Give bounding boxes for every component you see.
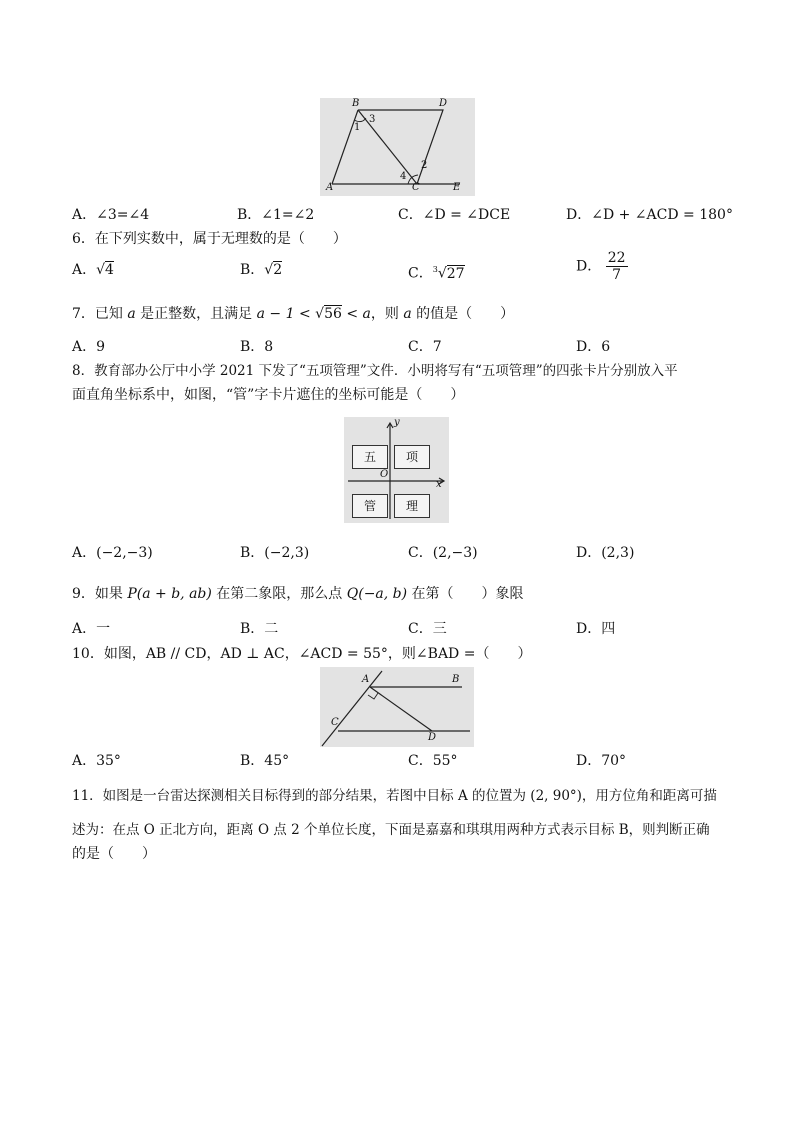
- q6-a-prefix: A．: [72, 262, 97, 278]
- q6-option-d: [576, 250, 628, 283]
- label-d: D: [428, 732, 437, 743]
- label-e: E: [453, 182, 461, 193]
- label-b: B: [352, 98, 360, 109]
- q7-option-d: D．6: [576, 339, 611, 355]
- q11-line-3: 的是（ ）: [72, 846, 156, 862]
- parallel-lines-diagram: [320, 667, 474, 747]
- q11-line-1: 11．如图是一台雷达探测相关目标得到的部分结果，若图中目标 A 的位置为 (2, 90°)，用方位角和距离可描: [72, 788, 717, 804]
- parallel-lines-figure: [320, 667, 474, 747]
- q7-ineq-right: < a: [341, 306, 371, 322]
- q6-c-radicand: 27: [446, 265, 465, 282]
- q8-stem-line-1: 8．教育部办公厅中小学 2021 下发了“五项管理”文件．小明将写有“五项管理”的四张卡片分别放入平: [72, 363, 678, 379]
- card-guan: 管: [352, 494, 388, 518]
- angle-4-label: 4: [400, 171, 407, 182]
- q7-text-1: 7．已知: [72, 306, 128, 322]
- q8-option-a: A．(−2,−3): [72, 545, 153, 561]
- q7-var-a2: a: [403, 306, 412, 322]
- q6-d-numerator: 22: [607, 250, 626, 266]
- q6-b-radicand: 2: [273, 262, 283, 278]
- q9-point-q: Q(−a, b): [346, 586, 408, 602]
- q5-option-c: C．∠D = ∠DCE: [398, 207, 511, 223]
- q5-option-b: B．∠1=∠2: [237, 207, 315, 223]
- q7-text-2: 是正整数，且满足: [135, 306, 257, 322]
- q6-option-b: [240, 260, 282, 280]
- q9-text-1: 9．如果: [72, 586, 128, 602]
- q8-option-d: D．(2,3): [576, 545, 635, 561]
- angle-3-label: 3: [369, 114, 376, 125]
- q10-option-b: B．45°: [240, 753, 290, 769]
- angle-2-label: 2: [421, 160, 428, 171]
- q7-stem: [72, 304, 514, 324]
- card-xiang: 项: [394, 445, 430, 469]
- q6-d-prefix: D．: [576, 258, 602, 275]
- label-b: B: [452, 674, 460, 685]
- q7-option-a: A．9: [72, 339, 106, 355]
- q9-option-d: D．四: [576, 621, 616, 637]
- q6-c-prefix: C．: [408, 265, 433, 282]
- sqrt-icon: √: [437, 265, 447, 282]
- q5-option-d: D．∠D + ∠ACD = 180°: [566, 207, 733, 223]
- q10-option-c: C．55°: [408, 753, 458, 769]
- origin-label: O: [380, 469, 389, 480]
- coordinate-cards-figure: [344, 417, 449, 523]
- label-a: A: [362, 674, 370, 685]
- q7-var-a: a: [127, 306, 136, 322]
- card-li: 理: [394, 494, 430, 518]
- q9-point-p: P(a + b, ab): [127, 586, 212, 602]
- parallelogram-diagram: [320, 98, 475, 196]
- q6-a-radicand: 4: [105, 262, 114, 278]
- q8-stem-line-2: 面直角坐标系中，如图，“管”字卡片遮住的坐标可能是（ ）: [72, 387, 465, 403]
- q6-d-fraction: [606, 250, 628, 283]
- label-c: C: [412, 182, 420, 193]
- q7-radicand: 56: [324, 306, 342, 322]
- q8-option-b: B．(−2,3): [240, 545, 310, 561]
- q7-text-3: ，则: [370, 306, 404, 322]
- q6-c-index: 3: [432, 265, 438, 274]
- label-c: C: [331, 717, 339, 728]
- sqrt-icon: √: [264, 262, 274, 278]
- q6-b-prefix: B．: [240, 262, 265, 278]
- axis-y-label: y: [394, 417, 400, 428]
- q7-option-c: C．7: [408, 339, 442, 355]
- q7-text-4: 的值是（ ）: [411, 306, 515, 322]
- q6-option-c: [408, 260, 465, 284]
- q6-option-a: [72, 260, 114, 280]
- q11-line-2: 述为：在点 O 正北方向，距离 O 点 2 个单位长度，下面是嘉嘉和琪琪用两种方式表示目标 B，则判断正确: [72, 822, 710, 838]
- q5-option-a: A．∠3=∠4: [72, 207, 150, 223]
- q9-text-3: 在第（ ）象限: [407, 586, 524, 602]
- q10-option-d: D．70°: [576, 753, 627, 769]
- q9-option-b: B．二: [240, 621, 279, 637]
- axis-x-label: x: [436, 479, 442, 490]
- label-a: A: [326, 182, 334, 193]
- q7-option-b: B．8: [240, 339, 274, 355]
- q6-stem: 6．在下列实数中，属于无理数的是（ ）: [72, 231, 347, 247]
- q9-option-c: C．三: [408, 621, 447, 637]
- label-d: D: [439, 98, 448, 109]
- parallelogram-figure: [320, 98, 475, 196]
- q10-stem: 10．如图，AB // CD，AD ⊥ AC，∠ACD = 55°，则∠BAD =（ ）: [72, 646, 532, 662]
- sqrt-icon: √: [315, 306, 325, 322]
- sqrt-icon: √: [96, 262, 106, 278]
- q6-d-denominator: 7: [612, 267, 622, 283]
- q9-text-2: 在第二象限，那么点: [211, 586, 347, 602]
- q7-ineq-left: a − 1 <: [256, 306, 316, 322]
- q10-option-a: A．35°: [72, 753, 121, 769]
- angle-1-label: 1: [354, 122, 361, 133]
- q9-option-a: A．一: [72, 621, 111, 637]
- q8-option-c: C．(2,−3): [408, 545, 478, 561]
- q9-stem: [72, 584, 524, 604]
- card-wu: 五: [352, 445, 388, 469]
